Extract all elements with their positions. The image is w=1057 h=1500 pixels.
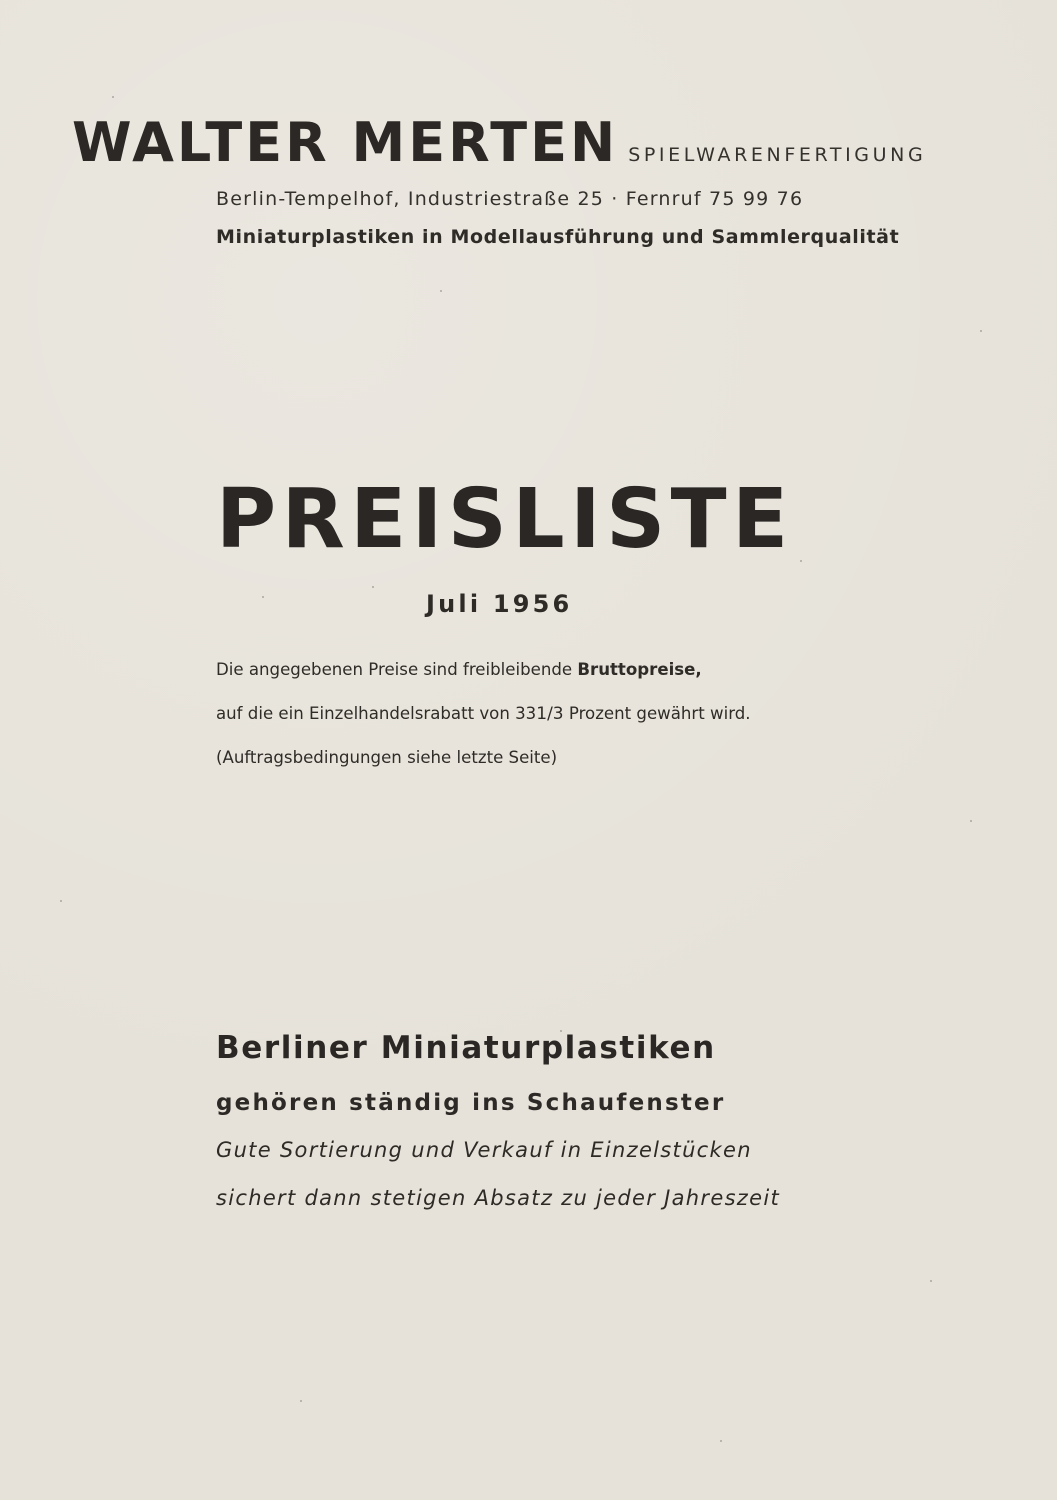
terms-line-2-before: auf die ein Einzelhandelsrabatt von 33: [216, 704, 537, 723]
paper-speck: [970, 820, 972, 822]
paper-speck: [60, 900, 62, 902]
paper-speck: [720, 1440, 722, 1442]
terms-line-2: [216, 692, 751, 736]
slogan-heading: Berliner Miniaturplastiken: [216, 1030, 716, 1066]
slogan-line-4: sichert dann stetigen Absatz zu jeder Jahreszeit: [216, 1186, 781, 1210]
terms-line-2-after: Prozent gewährt wird.: [563, 704, 751, 723]
page-title: PREISLISTE: [216, 472, 794, 567]
company-tagline: Miniaturplastiken in Modellausführung und Sammlerqualität: [216, 226, 900, 248]
terms-line-1: [216, 648, 751, 692]
terms-line-3: (Auftragsbedingungen siehe letzte Seite): [216, 748, 558, 767]
slogan-line-3: Gute Sortierung und Verkauf in Einzelstücken: [216, 1138, 752, 1162]
paper-speck: [262, 596, 264, 598]
company-address: Berlin-Tempelhof, Industriestraße 25 · Fernruf 75 99 76: [216, 188, 804, 210]
price-terms: [216, 648, 751, 780]
company-name: WALTER MERTEN: [72, 111, 619, 174]
paper-speck: [980, 330, 982, 332]
letterhead: [72, 108, 926, 178]
discount-fraction: 1/3: [536, 704, 564, 724]
company-suffix: SPIELWARENFERTIGUNG: [628, 144, 927, 166]
slogan-subheading: gehören ständig ins Schaufenster: [216, 1090, 726, 1116]
paper-speck: [372, 586, 374, 588]
paper-speck: [440, 290, 442, 292]
terms-line-1-text: Die angegebenen Preise sind freibleibende: [216, 660, 578, 679]
paper-speck: [800, 560, 802, 562]
price-list-date: Juli 1956: [426, 590, 573, 618]
terms-line-1-bold: Bruttopreise,: [577, 660, 702, 679]
paper-speck: [112, 96, 114, 98]
paper-speck: [300, 1400, 302, 1402]
paper-speck: [930, 1280, 932, 1282]
